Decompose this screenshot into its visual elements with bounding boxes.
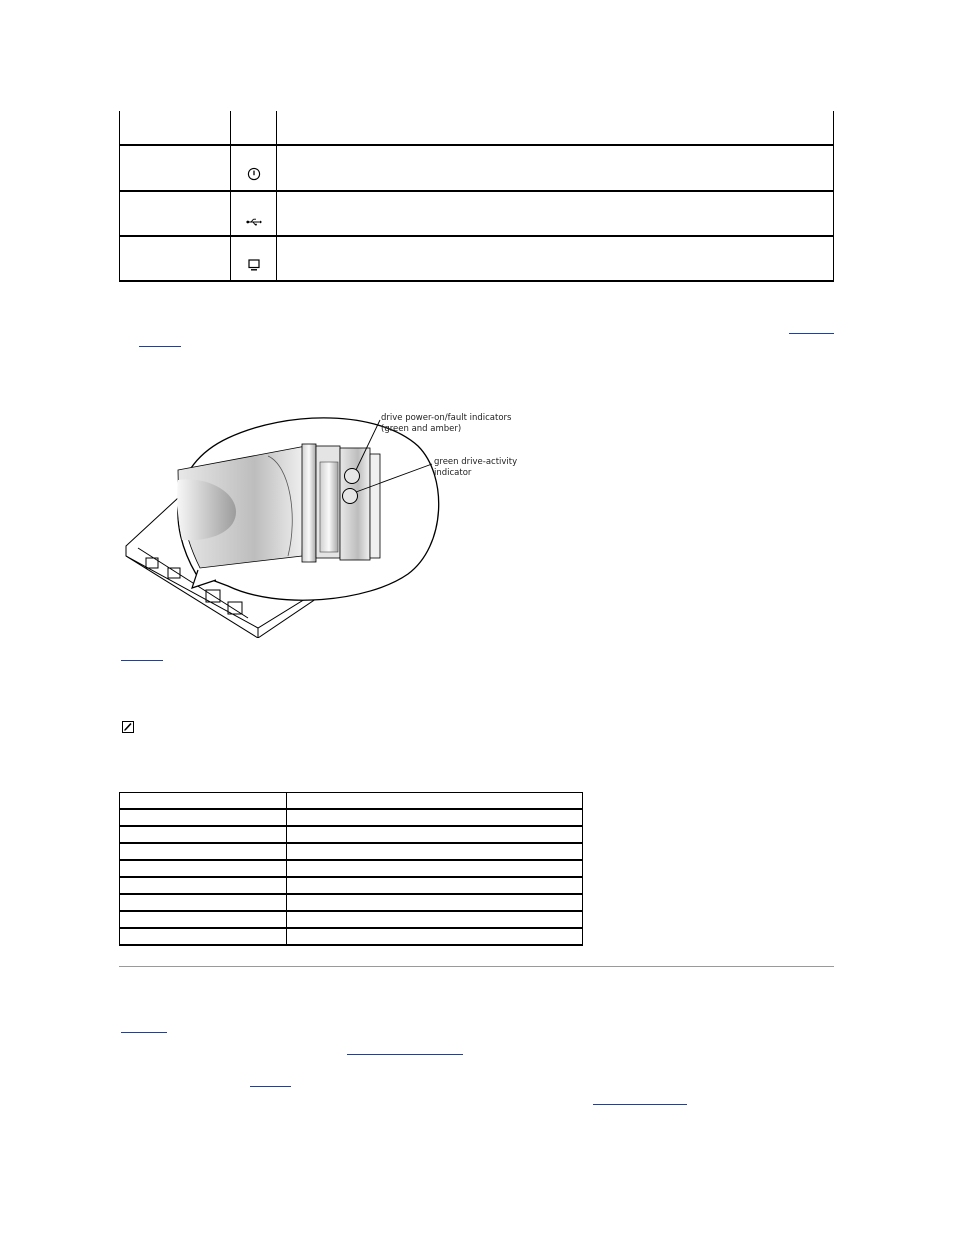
table-row	[120, 145, 834, 191]
cross-reference-link[interactable]	[347, 1054, 463, 1055]
cross-reference-link[interactable]	[789, 333, 834, 334]
back-to-top-link[interactable]	[121, 1032, 167, 1033]
table-cell	[287, 809, 583, 826]
table-cell	[287, 877, 583, 894]
table-cell	[120, 145, 231, 191]
table-cell	[120, 928, 287, 945]
section-divider	[119, 966, 834, 967]
table-row	[120, 894, 583, 911]
callout-power-fault-label: drive power-on/fault indicators (green and amber)	[381, 413, 512, 434]
table-row	[120, 793, 583, 810]
cross-reference-link[interactable]	[593, 1104, 687, 1105]
note-icon	[122, 721, 134, 733]
table-row	[120, 236, 834, 281]
table-row	[120, 826, 583, 843]
table-cell	[287, 894, 583, 911]
monitor-icon	[248, 259, 260, 274]
table-cell	[120, 111, 231, 145]
table-cell	[287, 860, 583, 877]
indicator-pattern-table	[119, 792, 583, 946]
table-cell	[120, 793, 287, 810]
table-cell	[120, 826, 287, 843]
table-row	[120, 111, 834, 145]
table-cell	[277, 145, 834, 191]
table-cell	[287, 826, 583, 843]
table-cell	[120, 236, 231, 281]
table-cell	[231, 145, 277, 191]
table-cell	[120, 843, 287, 860]
usb-icon	[246, 217, 262, 229]
callout-activity-label: green drive-activity indicator	[434, 457, 518, 478]
table-cell	[120, 911, 287, 928]
table-row	[120, 191, 834, 236]
table-cell	[277, 236, 834, 281]
drive-indicators-figure	[118, 406, 538, 638]
table-cell	[277, 111, 834, 145]
cross-reference-link[interactable]	[139, 346, 181, 347]
table-cell	[287, 911, 583, 928]
table-cell	[287, 843, 583, 860]
table-cell	[231, 236, 277, 281]
table-cell	[120, 860, 287, 877]
table-row	[120, 877, 583, 894]
table-cell	[120, 191, 231, 236]
table-row	[120, 809, 583, 826]
table-cell	[120, 894, 287, 911]
table-cell	[287, 928, 583, 945]
back-to-top-link[interactable]	[121, 660, 163, 661]
table-cell	[287, 793, 583, 810]
table-row	[120, 860, 583, 877]
table-cell	[231, 111, 277, 145]
table-row	[120, 843, 583, 860]
cross-reference-link[interactable]	[250, 1086, 291, 1087]
power-icon	[247, 167, 261, 184]
table-cell	[231, 191, 277, 236]
table-row	[120, 928, 583, 945]
table-cell	[120, 877, 287, 894]
connector-table	[119, 111, 834, 282]
table-row	[120, 911, 583, 928]
table-cell	[277, 191, 834, 236]
table-cell	[120, 809, 287, 826]
